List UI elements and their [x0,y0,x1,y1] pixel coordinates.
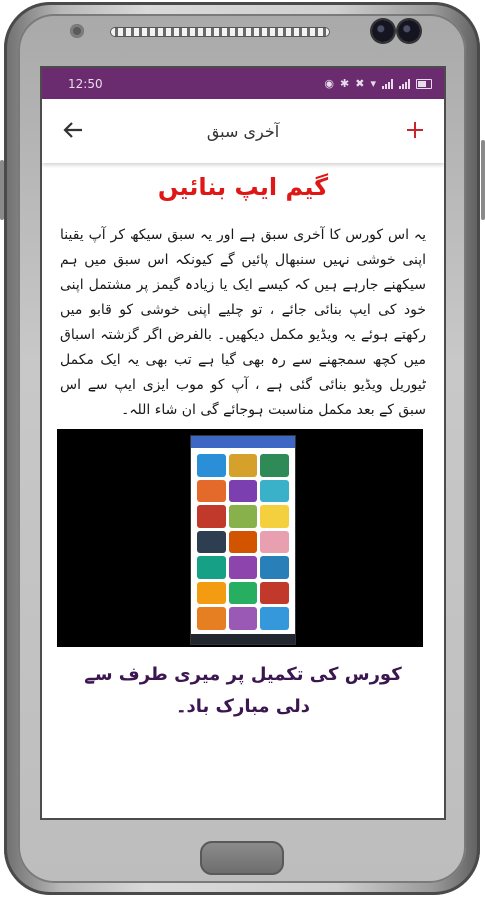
proximity-sensor-icon [70,24,84,38]
front-camera-secondary-icon [398,20,420,42]
signal-icon [382,79,393,89]
page-title: آخری سبق [206,121,280,141]
status-icons [324,77,432,90]
video-thumbnail-grid [197,454,289,630]
eye-icon: ◉ [324,77,335,90]
app-bar [42,99,444,163]
phone-screen [42,68,444,818]
add-button[interactable] [394,116,424,146]
lesson-paragraph: یہ اس کورس کا آخری سبق ہے اور یہ سبق سیکھ کر آپ یقینا اپنی خوشی نہیں سنبھال پائیں گے کیونکہ اس سبق میں ہم سیکھنے جارہے ہیں کہ کیسے ایک یا زیادہ گیمز پر مشتمل اپنی خود کی ایپ بنائی جائے ، تو چلیے اپنی خوشی کو قابو میں رکھتے ہوئے یہ ویڈیو مکمل دیکھیں۔ بالفرض اگر گزشتہ اسباق میں کچھ سمجھنے سے رہ بھی گیا ہے تب بھی یہ ایک مکمل ٹیوریل ویڈیو بنائی گئی ہے ، آپ کو موب ایزی ایپ سے اس سبق کے بعد مکمل مناسبت ہوجائے گی ان شاء اللہ۔ [60,227,426,418]
earpiece-speaker [110,27,330,37]
congratulations-text: کورس کی تکمیل پر میری طرف سے دلی مبارک باد۔ [84,664,402,717]
bluetooth-icon: ✱ [340,77,350,90]
wifi-icon: ▾ [370,77,376,90]
plus-icon [406,121,424,139]
video-frame-header [191,436,295,448]
video-player[interactable] [57,429,423,647]
video-frame [190,435,296,645]
front-camera-icon [372,20,394,42]
arrow-left-icon [62,121,84,139]
power-button [481,140,485,220]
lesson-heading: گیم ایپ بنائیں [157,173,329,201]
battery-icon [416,79,432,89]
home-button[interactable] [200,841,284,875]
back-button[interactable] [62,117,92,145]
signal-secondary-icon [399,79,410,89]
video-frame-footer [191,634,295,644]
status-time: 12:50 [68,76,103,91]
lesson-content [42,173,444,723]
mute-icon: ✖ [355,77,365,90]
volume-button [0,160,4,220]
status-bar [42,68,444,99]
